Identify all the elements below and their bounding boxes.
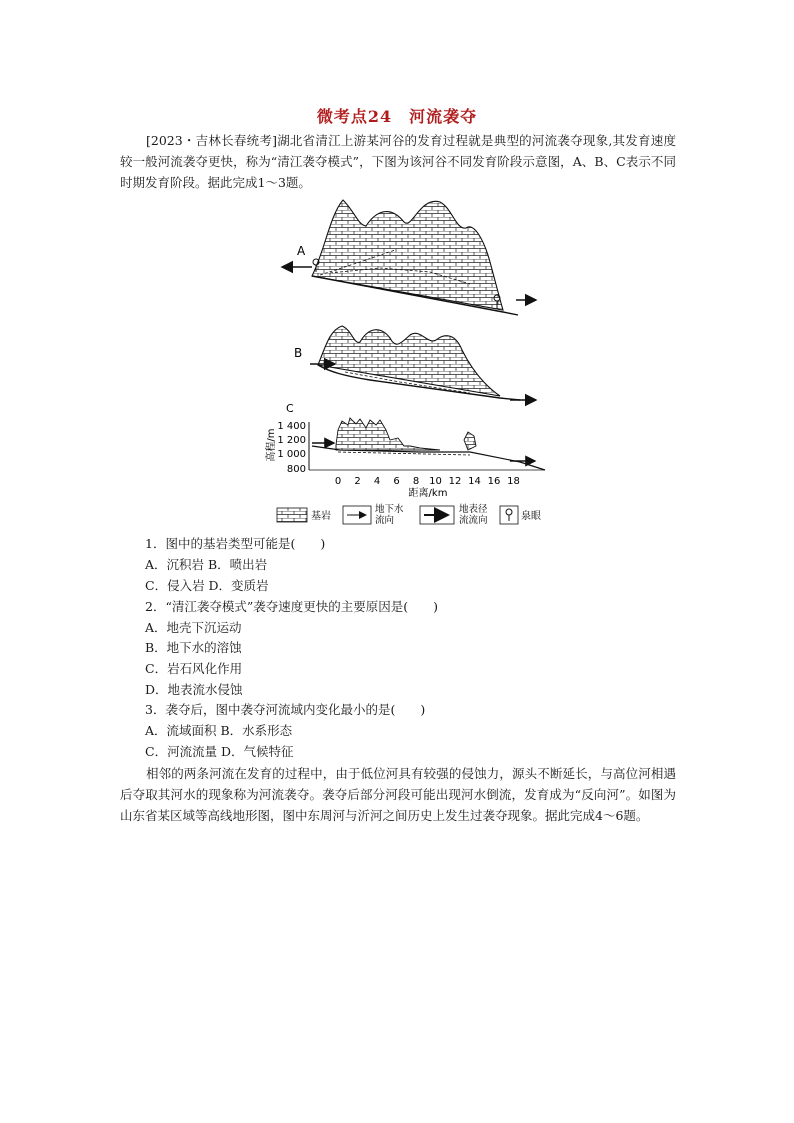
q2-option-b: B．地下水的溶蚀: [145, 640, 242, 655]
stage-c-ground: [312, 446, 545, 470]
spring-icon: [506, 509, 512, 521]
q2-option-c: C．岩石风化作用: [145, 661, 243, 676]
stage-b-ground: [318, 365, 520, 400]
x-axis-label: 距离/km: [408, 488, 448, 499]
legend-bedrock-label: 基岩: [311, 511, 331, 522]
stage-b-underground-flow: [345, 372, 470, 393]
x-tick-label: 8: [412, 476, 420, 487]
legend-groundwater-line1: 地下水: [375, 504, 404, 515]
y-tick-800: 800: [286, 464, 306, 475]
legend-surface-box: [420, 506, 454, 524]
question-1: 1．图中的基岩类型可能是( ): [145, 536, 326, 551]
stage-a-diagram: [282, 200, 536, 315]
x-ticks: [335, 476, 520, 487]
legend-spring-box: [500, 506, 518, 524]
x-tick-label: 2: [354, 476, 361, 487]
q2-option-d: D．地表流水侵蚀: [145, 682, 243, 697]
q3-options-cd: C．河流流量 D．气候特征: [145, 744, 294, 759]
q2-option-a: A．地壳下沉运动: [145, 620, 242, 635]
intro-paragraph: [2023・吉林长春统考]湖北省清江上游某河谷的发育过程就是典型的河流袭夺现象,其发育速度较一般河流袭夺更快，称为“清江袭夺模式”，下图为该河谷不同发育阶段示意图，A、B、C表示不同时期发育阶段。据此完成1～3题。: [120, 133, 676, 190]
stage-a-ground: [312, 276, 518, 315]
page-title: 微考点24 河流袭夺: [316, 107, 478, 126]
legend-spring-label: 泉眼: [521, 511, 541, 522]
legend-groundwater-line2: 流向: [375, 515, 395, 526]
x-tick-label: 14: [468, 476, 481, 487]
outro-paragraph: 相邻的两条河流在发育的过程中，由于低位河具有较强的侵蚀力，源头不断延长，与高位河相遇后夺取其河水的现象称为河流袭夺。袭夺后部分河段可能出现河水倒流，发育成为“反向河”。如图为山东省某区域等高线地形图，图中东周河与沂河之间历史上发生过袭夺现象。据此完成4～6题。: [120, 766, 676, 823]
stage-c-label: C: [286, 402, 294, 415]
y-tick-1200: 1 200: [277, 435, 306, 446]
q1-options-cd: C．侵入岩 D．变质岩: [145, 578, 269, 593]
question-2: 2．“清江袭夺模式”袭夺速度更快的主要原因是( ): [145, 599, 438, 614]
stage-a-spring-icon: [313, 259, 319, 272]
x-tick-label: 4: [373, 476, 381, 487]
legend-surface-line2: 流流向: [459, 515, 488, 526]
stage-c-diagram: [264, 402, 545, 499]
x-tick-label: 10: [429, 476, 442, 487]
stage-a-underground-flow: [320, 250, 470, 284]
stage-b-diagram: [294, 326, 536, 400]
stage-b-mountain: [318, 326, 500, 396]
legend-surface-line1: 地表径: [459, 504, 488, 515]
q1-options-ab: A．沉积岩 B．喷出岩: [145, 557, 268, 572]
legend-bedrock-swatch: [277, 508, 307, 522]
stage-a-spring-icon-2: [494, 295, 500, 308]
x-tick-label: 16: [487, 476, 501, 487]
q3-options-ab: A．流域面积 B．水系形态: [145, 723, 293, 738]
stage-a-mountain: [312, 200, 503, 310]
stage-c-cave: [338, 452, 470, 455]
x-tick-label: 0: [334, 476, 342, 487]
stage-c-rock-peaks: [336, 418, 440, 450]
legend: [277, 503, 541, 526]
y-tick-1400: 1 400: [277, 421, 306, 432]
stage-b-label: B: [294, 346, 303, 360]
x-tick-label: 18: [507, 476, 520, 487]
stage-a-label: A: [297, 244, 306, 258]
stage-c-rock-right: [464, 432, 476, 450]
y-axis-label: 高程/m: [266, 428, 277, 462]
x-tick-label: 12: [448, 476, 462, 487]
legend-groundwater-box: [343, 506, 371, 524]
y-tick-1000: 1 000: [277, 449, 306, 460]
x-tick-label: 6: [393, 476, 400, 487]
question-3: 3．袭夺后，图中袭夺河流域内变化最小的是( ): [145, 702, 426, 717]
